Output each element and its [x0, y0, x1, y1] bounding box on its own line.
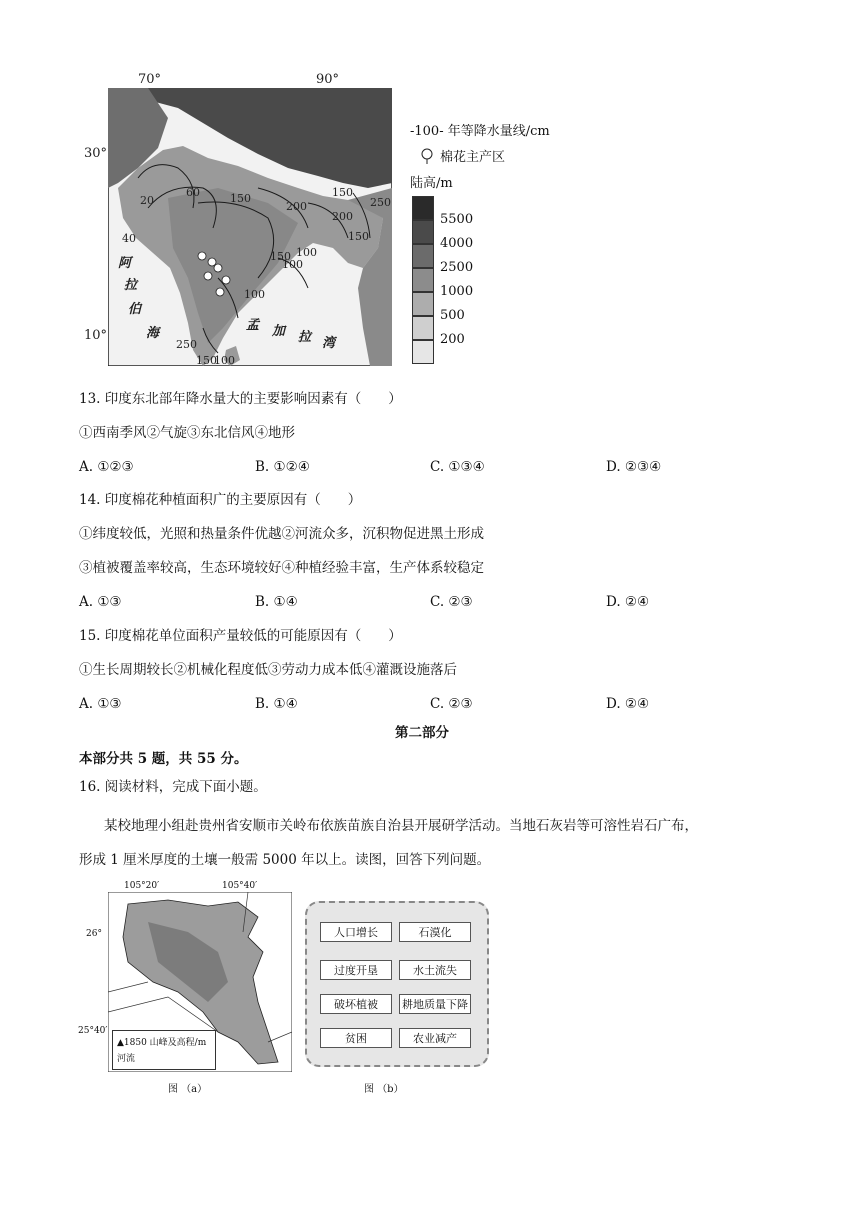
ramp-swatch	[412, 244, 434, 268]
q13-option-b: B. ①②④	[255, 459, 310, 475]
q14-option-d: D. ②④	[606, 594, 650, 610]
lon-label-90: 90°	[316, 72, 340, 87]
sea-label: 伯	[128, 302, 142, 317]
sea-label: 阿	[118, 256, 132, 271]
isohyet-label: 150	[332, 186, 353, 199]
q15-line: ①生长周期较长②机械化程度低③劳动力成本低④灌溉设施落后	[79, 662, 457, 678]
map2-legend	[112, 1030, 216, 1070]
ramp-swatch	[412, 316, 434, 340]
isohyet-label: 20	[140, 194, 154, 207]
isohyet-label: 100	[296, 246, 317, 259]
material-line-2: 形成 1 厘米厚度的土壤一般需 5000 年以上。读图，回答下列问题。	[79, 852, 491, 868]
ramp-value: 200	[440, 332, 465, 347]
ramp-value: 500	[440, 308, 465, 323]
ramp-swatch	[412, 340, 434, 364]
ramp-swatch	[412, 196, 434, 220]
cotton-boll-icon	[420, 148, 434, 168]
isohyet-label: 100	[282, 258, 303, 271]
sea-label: 孟	[246, 318, 260, 333]
ramp-value: 4000	[440, 236, 474, 251]
sea-label: 拉	[124, 278, 138, 293]
q15-option-d: D. ②④	[606, 696, 650, 712]
lat-label-10: 10°	[84, 328, 108, 343]
isohyet-label: 60	[186, 186, 200, 199]
lat-label: 25°40′	[78, 1026, 108, 1036]
isohyet-label: 150	[348, 230, 369, 243]
ramp-value: 2500	[440, 260, 474, 275]
legend-river: 河流	[117, 1054, 136, 1064]
q14-line: ①纬度较低，光照和热量条件优越②河流众多，沉积物促进黑土形成	[79, 526, 484, 542]
q15-option-c: C. ②③	[430, 696, 473, 712]
flow-box: 破坏植被	[320, 994, 392, 1014]
material-line-1: 某校地理小组赴贵州省安顺市关岭布依族苗族自治县开展研学活动。当地石灰岩等可溶性岩石广布，	[104, 818, 698, 834]
lon-label: 105°20′	[124, 881, 160, 891]
q14-line: ③植被覆盖率较高，生态环境较好④种植经验丰富，生产体系较稳定	[79, 560, 484, 576]
sea-label: 加	[272, 324, 286, 339]
q13-option-c: C. ①③④	[430, 459, 485, 475]
flow-box: 贫困	[320, 1028, 392, 1048]
flow-diagram	[305, 901, 489, 1067]
q13-option-a: A. ①②③	[79, 459, 134, 475]
ramp-swatch	[412, 292, 434, 316]
elevation-ramp	[412, 196, 502, 366]
sea-label: 海	[146, 326, 160, 341]
caption-b: 图 （b）	[364, 1084, 404, 1095]
flow-box: 耕地质量下降	[399, 994, 471, 1014]
isohyet-label: 100	[214, 354, 235, 367]
sea-label: 拉	[298, 330, 312, 345]
q14-option-a: A. ①③	[79, 594, 122, 610]
q15-stem: 15. 印度棉花单位面积产量较低的可能原因有（ ）	[79, 628, 402, 644]
q14-option-b: B. ①④	[255, 594, 298, 610]
isohyet-label: 40	[122, 232, 136, 245]
isohyet-label: 150	[270, 250, 291, 263]
legend-isohyet: -100- 年等降水量线/cm	[410, 124, 550, 139]
flow-box: 农业减产	[399, 1028, 471, 1048]
flow-box: 石漠化	[399, 922, 471, 942]
isohyet-label: 150	[196, 354, 217, 367]
lat-label-30: 30°	[84, 146, 108, 161]
legend-elevation-title: 陆高/m	[410, 176, 453, 191]
flow-box: 过度开垦	[320, 960, 392, 980]
legend-cotton: 棉花主产区	[440, 150, 506, 165]
q13-stem: 13. 印度东北部年降水量大的主要影响因素有（ ）	[79, 391, 402, 407]
legend-peak: ▲1850 山峰及高程/m	[117, 1038, 207, 1048]
q13-option-d: D. ②③④	[606, 459, 662, 475]
lon-label: 105°40′	[222, 881, 258, 891]
flow-box: 人口增长	[320, 922, 392, 942]
flow-box: 水土流失	[399, 960, 471, 980]
lon-label-70: 70°	[138, 72, 162, 87]
isohyet-label: 250	[176, 338, 197, 351]
ramp-swatch	[412, 220, 434, 244]
ramp-value: 1000	[440, 284, 474, 299]
ramp-value: 5500	[440, 212, 474, 227]
lat-label: 26°	[86, 929, 102, 939]
isohyet-label: 200	[286, 200, 307, 213]
q15-option-a: A. ①③	[79, 696, 122, 712]
q14-option-c: C. ②③	[430, 594, 473, 610]
part2-subtitle: 本部分共 5 题，共 55 分。	[79, 751, 248, 767]
ramp-swatch	[412, 268, 434, 292]
q16-stem: 16. 阅读材料，完成下面小题。	[79, 779, 267, 795]
isohyet-label: 100	[244, 288, 265, 301]
q15-option-b: B. ①④	[255, 696, 298, 712]
isohyet-label: 200	[332, 210, 353, 223]
caption-a: 图 （a）	[168, 1084, 208, 1095]
isohyet-label: 250	[370, 196, 391, 209]
sea-label: 湾	[322, 336, 336, 351]
isohyet-label: 150	[230, 192, 251, 205]
part2-title: 第二部分	[395, 725, 449, 741]
q14-stem: 14. 印度棉花种植面积广的主要原因有（ ）	[79, 492, 362, 508]
q13-line: ①西南季风②气旋③东北信风④地形	[79, 425, 295, 441]
